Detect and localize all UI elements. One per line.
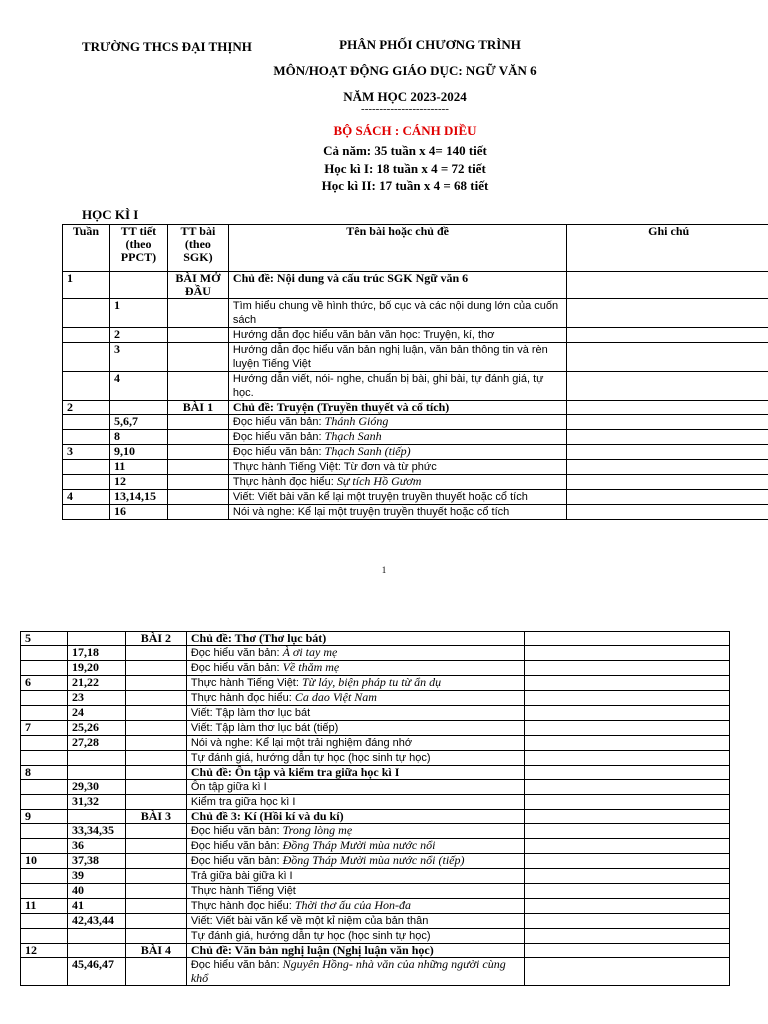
- table-row: [63, 445, 768, 460]
- lesson-name-text: Đọc hiểu văn bản:: [190, 825, 283, 837]
- lesson-title-italic: Thạch Sanh (tiếp): [324, 444, 411, 458]
- lesson-name-cell: [186, 884, 524, 899]
- lesson-name-text: Thực hành Tiếng Việt:: [190, 677, 302, 689]
- lesson-title-italic: Về thăm mẹ: [282, 660, 340, 674]
- lesson-name-cell: [186, 632, 524, 646]
- lesson-name-cell: [186, 751, 524, 766]
- lesson-name-cell: [186, 706, 524, 721]
- period-cell: 2: [109, 328, 167, 343]
- period-cell: 8: [109, 430, 167, 445]
- lesson-title-italic: Ca dao Việt Nam: [294, 690, 377, 704]
- col-name: Tên bài hoặc chủ đề: [228, 225, 566, 272]
- period-cell: [67, 766, 125, 780]
- lesson-title-italic: Đồng Tháp Mười mùa nước nổi (tiếp): [282, 853, 465, 867]
- table-row: [21, 929, 730, 944]
- col-period: TT tiết (theo PPCT): [109, 225, 167, 272]
- lesson-title-italic: Thạch Sanh: [324, 429, 382, 443]
- lesson-name-cell: [228, 490, 566, 505]
- note-cell: [525, 766, 730, 780]
- lesson-cell: [167, 490, 228, 505]
- week-cell: 10: [21, 854, 68, 869]
- lesson-cell: [125, 780, 186, 795]
- col-note: Ghi chú: [567, 225, 768, 272]
- period-cell: 16: [109, 505, 167, 520]
- lesson-name-cell: [228, 430, 566, 445]
- table-row: [21, 899, 730, 914]
- lesson-name-text: Thực hành Tiếng Việt: Từ đơn và từ phức: [232, 461, 437, 473]
- table-row: [21, 780, 730, 795]
- document-title: PHÂN PHỐI CHƯƠNG TRÌNH: [339, 37, 521, 52]
- lesson-cell: [125, 854, 186, 869]
- book-series: BỘ SÁCH : CÁNH DIỀU: [333, 123, 477, 138]
- lesson-title-italic: Thời thơ ấu của Hon-đa: [294, 898, 411, 912]
- week-cell: [21, 751, 68, 766]
- week-cell: [21, 736, 68, 751]
- lesson-name-cell: [186, 691, 524, 706]
- subject-line: MÔN/HOẠT ĐỘNG GIÁO DỤC: NGỮ VĂN 6: [273, 63, 537, 78]
- lesson-cell: [125, 751, 186, 766]
- lesson-name-cell: [228, 475, 566, 490]
- table-row: [63, 415, 768, 430]
- week-cell: [21, 706, 68, 721]
- period-cell: 42,43,44: [67, 914, 125, 929]
- school-name: TRƯỜNG THCS ĐẠI THỊNH: [82, 39, 252, 54]
- lesson-name-text: Đọc hiểu văn bản:: [232, 431, 325, 443]
- table-row: [21, 706, 730, 721]
- period-cell: 3: [109, 343, 167, 372]
- note-cell: [525, 751, 730, 766]
- note-cell: [525, 810, 730, 824]
- week-cell: [21, 958, 68, 986]
- period-cell: 27,28: [67, 736, 125, 751]
- lesson-cell: BÀI 3: [125, 810, 186, 824]
- note-cell: [525, 661, 730, 676]
- week-cell: [63, 475, 110, 490]
- note-cell: [567, 372, 768, 401]
- period-cell: 37,38: [67, 854, 125, 869]
- period-cell: 36: [67, 839, 125, 854]
- period-cell: 21,22: [67, 676, 125, 691]
- table-row: [21, 751, 730, 766]
- week-cell: 9: [21, 810, 68, 824]
- table-row: [63, 328, 768, 343]
- period-cell: 13,14,15: [109, 490, 167, 505]
- period-cell: 29,30: [67, 780, 125, 795]
- lesson-cell: [125, 736, 186, 751]
- lesson-name-cell: [228, 372, 566, 401]
- table-row: [21, 691, 730, 706]
- lesson-name-cell: [186, 958, 524, 986]
- week-cell: [21, 795, 68, 810]
- note-cell: [525, 914, 730, 929]
- table-row: [21, 869, 730, 884]
- lesson-name-text: Hướng dẫn đọc hiểu văn bản nghị luận, văn bản thông tin và rèn luyện Tiếng Việt: [232, 344, 548, 370]
- note-cell: [525, 884, 730, 899]
- lesson-title-italic: Trong lòng mẹ: [282, 823, 353, 837]
- lesson-title-italic: À ơi tay mẹ: [282, 645, 338, 659]
- school-year: NĂM HỌC 2023-2024: [343, 89, 467, 104]
- week-cell: [21, 661, 68, 676]
- lesson-name-text: Đọc hiểu văn bản:: [190, 662, 283, 674]
- period-cell: 19,20: [67, 661, 125, 676]
- lesson-name-text: Viết: Tập làm thơ lục bát: [190, 707, 311, 719]
- lesson-name-text: Thực hành đọc hiểu:: [190, 900, 295, 912]
- period-cell: 39: [67, 869, 125, 884]
- total-periods: Cả năm: 35 tuần x 4= 140 tiết: [323, 143, 487, 158]
- lesson-name-cell: [186, 676, 524, 691]
- table-row: [63, 401, 768, 415]
- period-cell: 1: [109, 299, 167, 328]
- lesson-name-text: Chủ đề 3: Kí (Hồi kí và du kí): [190, 809, 344, 823]
- note-cell: [525, 869, 730, 884]
- week-cell: 11: [21, 899, 68, 914]
- period-cell: 24: [67, 706, 125, 721]
- document-heading: [300, 33, 560, 57]
- lesson-cell: [167, 445, 228, 460]
- week-cell: [63, 430, 110, 445]
- lesson-name-text: Kiểm tra giữa học kì I: [190, 796, 296, 808]
- lesson-name-text: Viết: Viết bài văn kể lại một truyện truyền thuyết hoặc cổ tích: [232, 491, 528, 503]
- week-cell: [63, 372, 110, 401]
- lesson-name-text: Thực hành đọc hiểu:: [190, 692, 295, 704]
- lesson-name-text: Tìm hiểu chung về hình thức, bố cục và các nội dung lớn của cuốn sách: [232, 300, 559, 326]
- lesson-name-cell: [228, 328, 566, 343]
- week-cell: 1: [63, 272, 110, 299]
- period-cell: 12: [109, 475, 167, 490]
- table-row: [21, 661, 730, 676]
- lesson-cell: [167, 505, 228, 520]
- lesson-name-cell: [228, 272, 566, 299]
- lesson-name-cell: [228, 505, 566, 520]
- week-cell: [21, 780, 68, 795]
- period-cell: [67, 944, 125, 958]
- lesson-cell: [167, 299, 228, 328]
- note-cell: [525, 929, 730, 944]
- lesson-name-cell: [186, 944, 524, 958]
- period-cell: 33,34,35: [67, 824, 125, 839]
- lesson-cell: [125, 795, 186, 810]
- week-cell: 8: [21, 766, 68, 780]
- lesson-cell: [167, 372, 228, 401]
- lesson-cell: [125, 869, 186, 884]
- lesson-name-text: Ôn tập giữa kì I: [190, 781, 267, 793]
- lesson-cell: BÀI MỞ ĐẦU: [167, 272, 228, 299]
- week-cell: [63, 505, 110, 520]
- term1-periods: Học kì I: 18 tuần x 4 = 72 tiết: [324, 161, 486, 176]
- note-cell: [567, 299, 768, 328]
- period-cell: 25,26: [67, 721, 125, 736]
- week-cell: 3: [63, 445, 110, 460]
- lesson-cell: [125, 899, 186, 914]
- lesson-cell: [125, 766, 186, 780]
- lesson-name-cell: [228, 299, 566, 328]
- lesson-name-text: Đọc hiểu văn bản:: [190, 840, 283, 852]
- lesson-name-text: Hướng dẫn viết, nói- nghe, chuẩn bị bài, ghi bài, tự đánh giá, tự học.: [232, 373, 544, 399]
- lesson-name-text: Viết: Tập làm thơ lục bát (tiếp): [190, 722, 339, 734]
- lesson-name-cell: [186, 795, 524, 810]
- note-cell: [567, 272, 768, 299]
- table-row: [21, 824, 730, 839]
- week-cell: [21, 914, 68, 929]
- lesson-name-text: Nói và nghe: Kể lại một trải nghiệm đáng nhớ: [190, 737, 413, 749]
- period-cell: [67, 632, 125, 646]
- period-cell: 45,46,47: [67, 958, 125, 986]
- table-row: [21, 854, 730, 869]
- table-row: [21, 944, 730, 958]
- lesson-name-text: Đọc hiểu văn bản:: [232, 446, 325, 458]
- lesson-name-text: Chủ đề: Nội dung và cấu trúc SGK Ngữ văn 6: [232, 271, 469, 285]
- week-cell: [63, 415, 110, 430]
- col-lesson: TT bài (theo SGK): [167, 225, 228, 272]
- week-cell: 4: [63, 490, 110, 505]
- lesson-cell: [125, 676, 186, 691]
- lesson-name-text: Viết: Viết bài văn kể về một kỉ niệm của bản thân: [190, 915, 429, 927]
- lesson-cell: [125, 884, 186, 899]
- week-cell: 7: [21, 721, 68, 736]
- table-row: [21, 646, 730, 661]
- period-cell: 40: [67, 884, 125, 899]
- lesson-name-text: Chủ đề: Thơ (Thơ lục bát): [190, 631, 327, 645]
- lesson-name-cell: [186, 914, 524, 929]
- lesson-name-text: Chủ đề: Ôn tập và kiểm tra giữa học kì I: [190, 765, 400, 779]
- note-cell: [525, 958, 730, 986]
- lesson-cell: [167, 415, 228, 430]
- lesson-name-cell: [186, 899, 524, 914]
- note-cell: [525, 795, 730, 810]
- week-cell: [63, 299, 110, 328]
- note-cell: [525, 824, 730, 839]
- lesson-name-text: Thực hành đọc hiểu:: [232, 476, 337, 488]
- table-row: [21, 884, 730, 899]
- table-row: [21, 795, 730, 810]
- week-cell: [63, 460, 110, 475]
- lesson-cell: BÀI 1: [167, 401, 228, 415]
- week-cell: 5: [21, 632, 68, 646]
- lesson-name-text: Chủ đề: Văn bản nghị luận (Nghị luận văn học): [190, 943, 434, 957]
- note-cell: [525, 854, 730, 869]
- lesson-name-text: Chủ đề: Truyện (Truyền thuyết và cổ tích): [232, 400, 450, 414]
- table-row: [63, 505, 768, 520]
- curriculum-table-1: [62, 224, 768, 520]
- lesson-cell: [125, 661, 186, 676]
- lesson-name-cell: [186, 929, 524, 944]
- period-cell: 41: [67, 899, 125, 914]
- dashes: ------------------------: [361, 103, 449, 115]
- note-cell: [567, 505, 768, 520]
- table-row: [63, 372, 768, 401]
- lesson-name-cell: [186, 824, 524, 839]
- table-row: [63, 272, 768, 299]
- note-cell: [525, 736, 730, 751]
- week-cell: 2: [63, 401, 110, 415]
- note-cell: [567, 460, 768, 475]
- week-cell: 12: [21, 944, 68, 958]
- lesson-name-text: Nói và nghe: Kể lại một truyện truyền thuyết hoặc cổ tích: [232, 506, 510, 518]
- note-cell: [525, 706, 730, 721]
- lesson-name-text: Đọc hiểu văn bản:: [190, 647, 283, 659]
- period-cell: 31,32: [67, 795, 125, 810]
- lesson-name-cell: [228, 401, 566, 415]
- period-cell: 11: [109, 460, 167, 475]
- table-row: [21, 958, 730, 986]
- lesson-cell: [125, 646, 186, 661]
- table-row: [63, 460, 768, 475]
- lesson-title-italic: Sự tích Hồ Gươm: [336, 474, 422, 488]
- note-cell: [525, 780, 730, 795]
- week-cell: [21, 884, 68, 899]
- lesson-name-cell: [186, 810, 524, 824]
- lesson-name-text: Đọc hiểu văn bản:: [232, 416, 325, 428]
- note-cell: [567, 490, 768, 505]
- table-row: [21, 766, 730, 780]
- period-cell: [67, 810, 125, 824]
- week-cell: [21, 839, 68, 854]
- lesson-name-text: Tự đánh giá, hướng dẫn tự học (học sinh tự học): [190, 752, 431, 764]
- week-cell: [21, 929, 68, 944]
- lesson-cell: [125, 706, 186, 721]
- note-cell: [525, 676, 730, 691]
- week-cell: [21, 646, 68, 661]
- lesson-name-cell: [228, 445, 566, 460]
- note-cell: [567, 415, 768, 430]
- period-cell: 9,10: [109, 445, 167, 460]
- note-cell: [525, 721, 730, 736]
- note-cell: [567, 328, 768, 343]
- note-cell: [525, 839, 730, 854]
- section-title: HỌC KÌ I: [82, 207, 139, 222]
- lesson-name-cell: [186, 854, 524, 869]
- lesson-name-cell: [228, 343, 566, 372]
- lesson-cell: [167, 460, 228, 475]
- page-number: 1: [381, 565, 387, 575]
- lesson-name-cell: [228, 415, 566, 430]
- lesson-name-text: Hướng dẫn đọc hiểu văn bản văn học: Truyện, kí, thơ: [232, 329, 495, 341]
- note-cell: [567, 401, 768, 415]
- term2-periods: Học kì II: 17 tuần x 4 = 68 tiết: [321, 178, 489, 193]
- table-row: [21, 721, 730, 736]
- lesson-cell: [125, 958, 186, 986]
- week-cell: [63, 328, 110, 343]
- lesson-cell: [167, 430, 228, 445]
- week-cell: [21, 824, 68, 839]
- lesson-title-italic: Từ láy, biện pháp tu từ ẩn dụ: [301, 675, 442, 689]
- table-row: [21, 736, 730, 751]
- note-cell: [567, 343, 768, 372]
- week-cell: 6: [21, 676, 68, 691]
- lesson-cell: [125, 929, 186, 944]
- period-cell: [67, 929, 125, 944]
- lesson-cell: [125, 721, 186, 736]
- table-header-row: [63, 225, 768, 272]
- table-row: [21, 839, 730, 854]
- lesson-title-italic: Thánh Gióng: [324, 414, 389, 428]
- week-cell: [63, 343, 110, 372]
- curriculum-table-2: [20, 631, 730, 986]
- col-week: Tuần: [63, 225, 110, 272]
- table-row: [63, 299, 768, 328]
- period-cell: [67, 751, 125, 766]
- lesson-name-cell: [186, 839, 524, 854]
- note-cell: [567, 475, 768, 490]
- lesson-name-cell: [186, 646, 524, 661]
- note-cell: [525, 646, 730, 661]
- lesson-name-cell: [186, 661, 524, 676]
- lesson-name-text: Tự đánh giá, hướng dẫn tự học (học sinh tự học): [190, 930, 431, 942]
- table-row: [21, 676, 730, 691]
- table-row: [63, 475, 768, 490]
- lesson-title-italic: Đồng Tháp Mười mùa nước nổi: [282, 838, 436, 852]
- lesson-cell: [167, 475, 228, 490]
- lesson-cell: BÀI 2: [125, 632, 186, 646]
- period-cell: [109, 272, 167, 299]
- period-cell: 4: [109, 372, 167, 401]
- table-row: [63, 430, 768, 445]
- lesson-name-cell: [228, 460, 566, 475]
- lesson-name-cell: [186, 721, 524, 736]
- lesson-name-text: Đọc hiểu văn bản:: [190, 959, 283, 971]
- lesson-cell: [167, 343, 228, 372]
- lesson-name-cell: [186, 780, 524, 795]
- lesson-cell: [125, 914, 186, 929]
- lesson-name-text: Thực hành Tiếng Việt: [190, 885, 296, 897]
- table-row: [63, 343, 768, 372]
- lesson-name-text: Đọc hiểu văn bản:: [190, 855, 283, 867]
- table-row: [63, 490, 768, 505]
- lesson-title-italic: Nguyên Hồng- nhà văn của những người cùng khổ: [190, 957, 506, 985]
- lesson-cell: [125, 691, 186, 706]
- table-row: [21, 632, 730, 646]
- note-cell: [525, 944, 730, 958]
- table-row: [21, 810, 730, 824]
- period-cell: [109, 401, 167, 415]
- week-cell: [21, 691, 68, 706]
- lesson-cell: BÀI 4: [125, 944, 186, 958]
- note-cell: [525, 632, 730, 646]
- note-cell: [525, 899, 730, 914]
- note-cell: [567, 445, 768, 460]
- lesson-cell: [167, 328, 228, 343]
- note-cell: [567, 430, 768, 445]
- lesson-name-cell: [186, 766, 524, 780]
- table-row: [21, 914, 730, 929]
- lesson-name-cell: [186, 736, 524, 751]
- lesson-name-cell: [186, 869, 524, 884]
- lesson-name-text: Trả giữa bài giữa kì I: [190, 870, 293, 882]
- lesson-cell: [125, 824, 186, 839]
- week-cell: [21, 869, 68, 884]
- period-cell: 5,6,7: [109, 415, 167, 430]
- period-cell: 17,18: [67, 646, 125, 661]
- period-cell: 23: [67, 691, 125, 706]
- lesson-cell: [125, 839, 186, 854]
- note-cell: [525, 691, 730, 706]
